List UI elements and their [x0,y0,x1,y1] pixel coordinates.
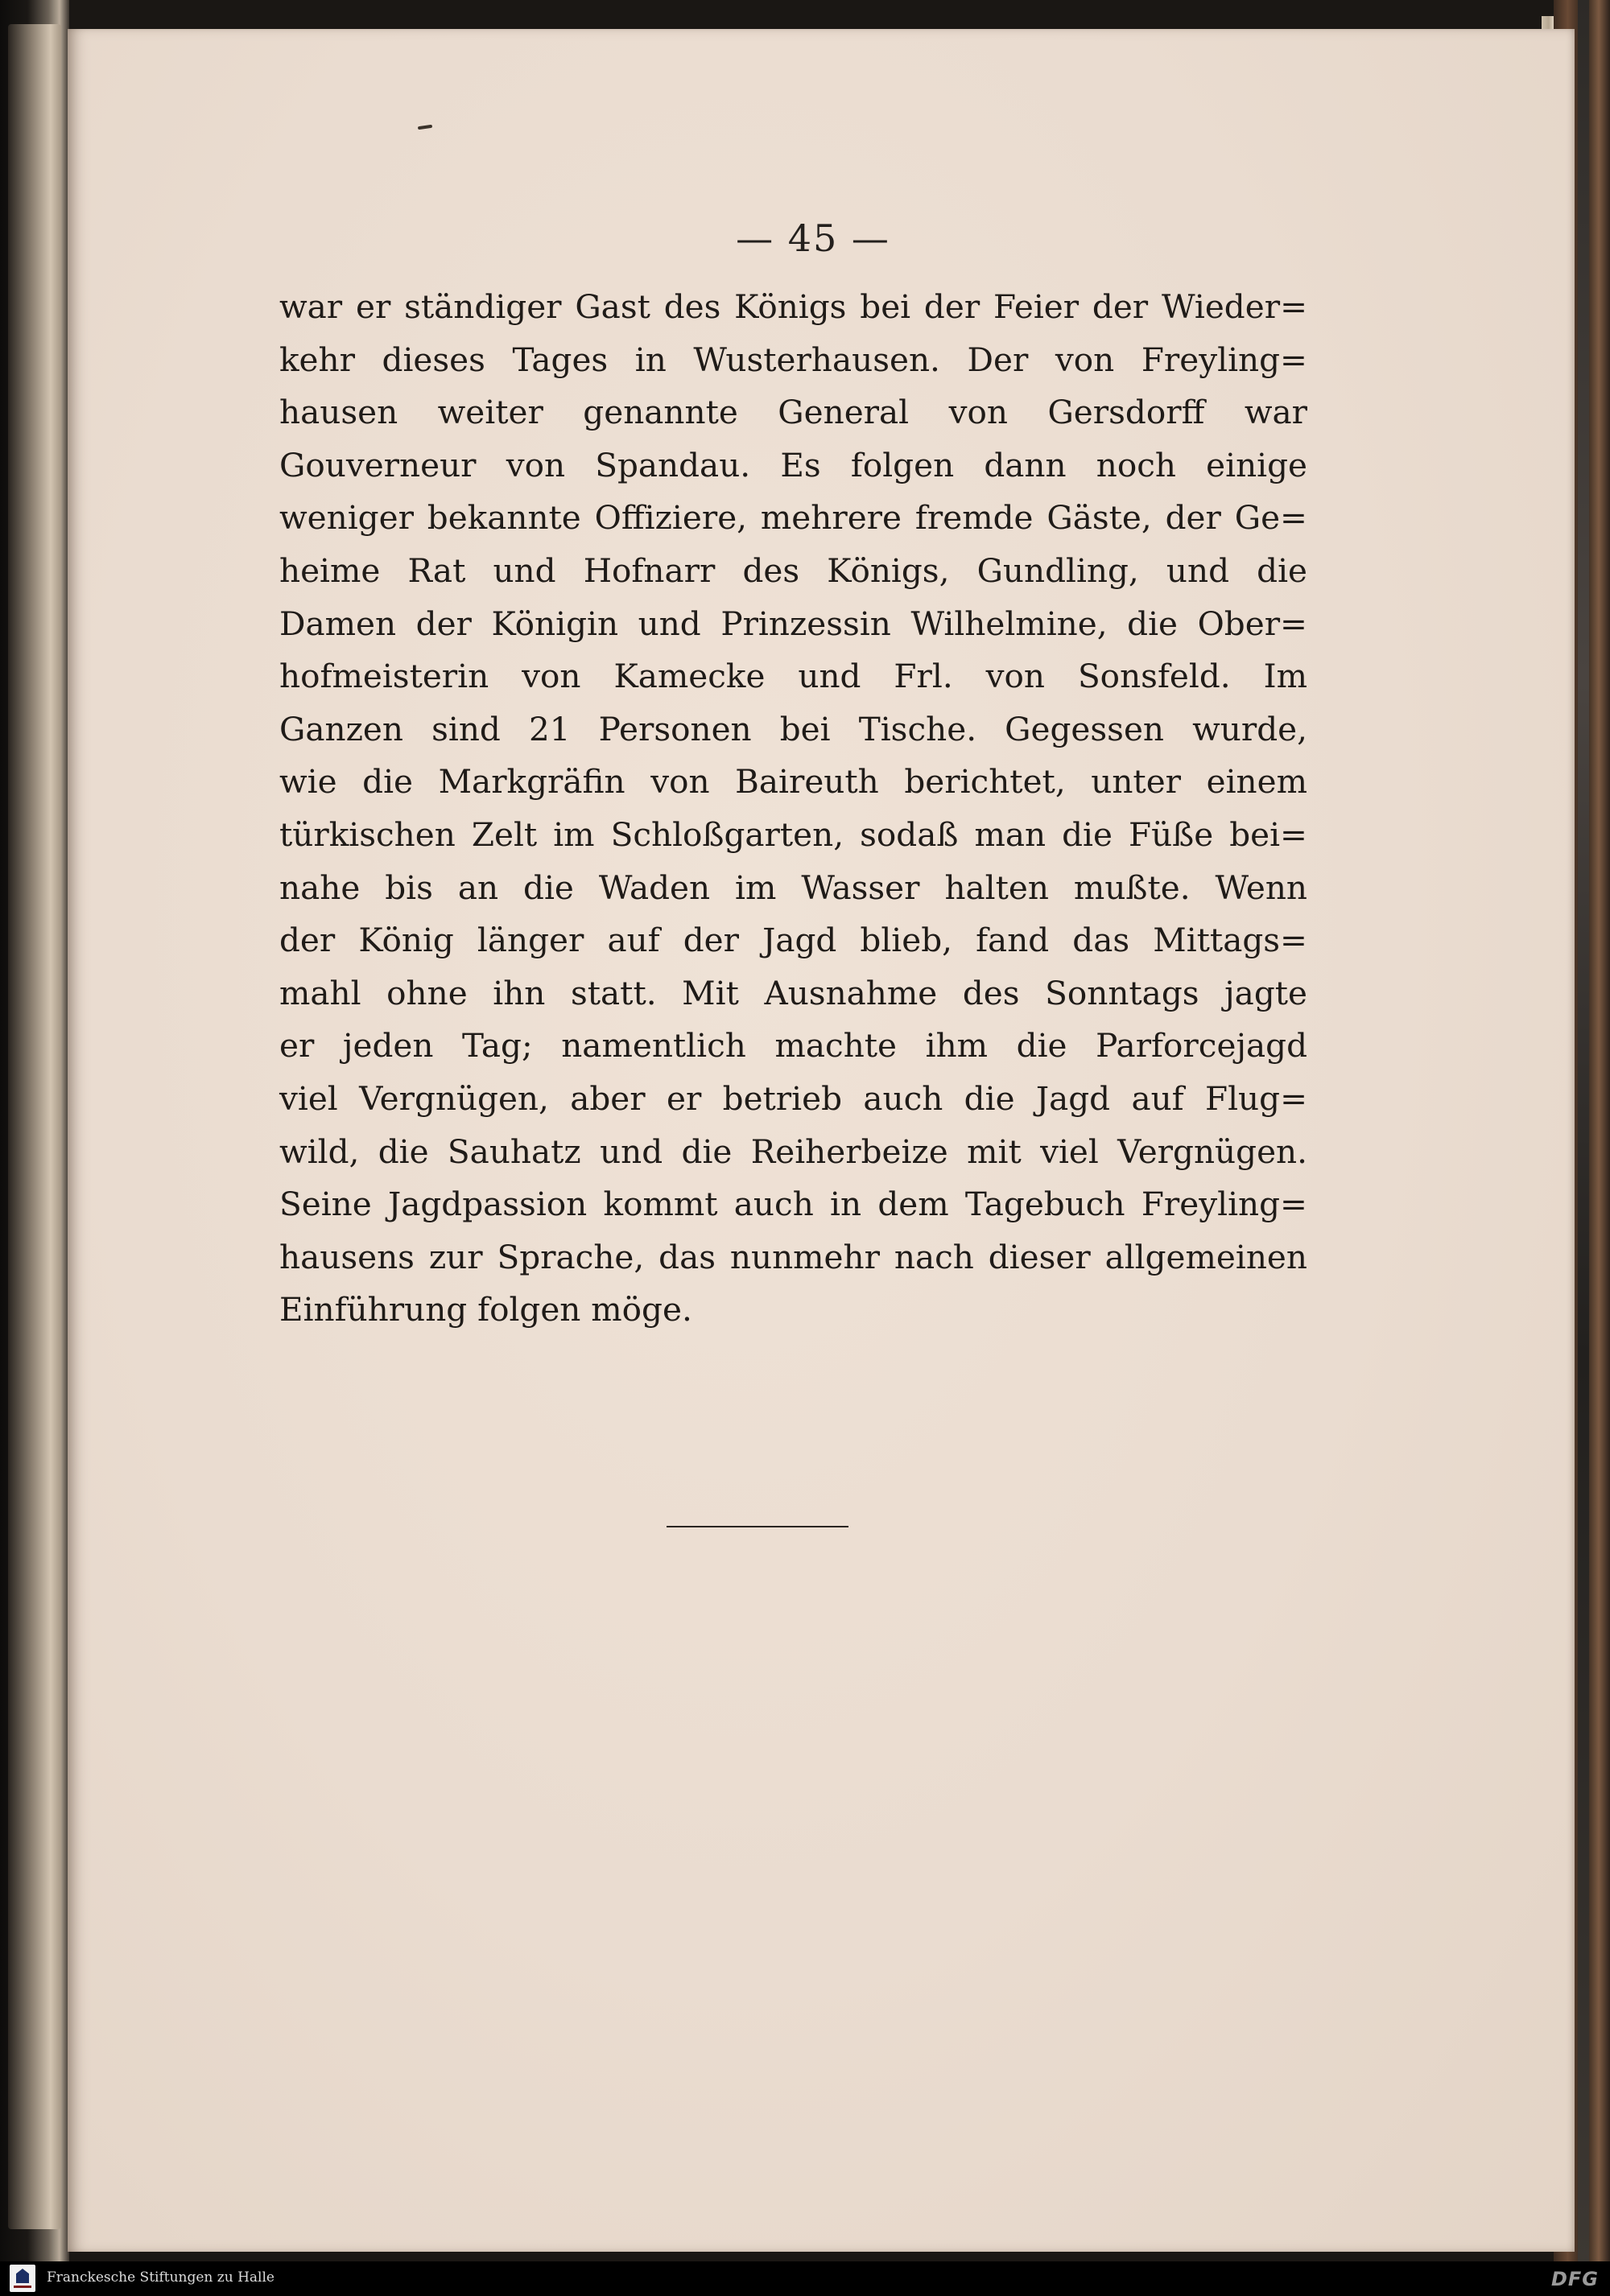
dfg-logo: DFG [1550,2268,1599,2290]
text-line: hausen weiter genannte General von Gersdorff war [279,393,1307,432]
book-page [68,29,1575,2252]
text-line: wild, die Sauhatz und die Reiherbeize mit viel Vergnügen. [279,1132,1307,1171]
paper-speck [418,125,432,130]
text-line: der König länger auf der Jagd blieb, fand das Mittags= [279,921,1307,960]
text-line-last: Einführung folgen möge. [279,1290,692,1329]
page-number: — 45 — [736,216,890,260]
text-line: war er ständiger Gast des Königs bei der Feier der Wieder= [279,287,1307,326]
text-line: Damen der Königin und Prinzessin Wilhelmine, die Ober= [279,604,1307,643]
text-line: Gouverneur von Spandau. Es folgen dann noch einige [279,445,1307,484]
text-line: mahl ohne ihn statt. Mit Ausnahme des Sonntags jagte [279,973,1307,1012]
section-end-rule [667,1526,848,1527]
text-line: er jeden Tag; namentlich machte ihm die Parforcejagd [279,1026,1307,1066]
text-line: viel Vergnügen, aber er betrieb auch die Jagd auf Flug= [279,1078,1307,1118]
text-line: wie die Markgräfin von Baireuth berichtet, unter einem [279,762,1307,802]
text-line: kehr dieses Tages in Wusterhausen. Der von Freyling= [279,340,1307,379]
text-line: heime Rat und Hofnarr des Königs, Gundling, und die [279,550,1307,590]
viewer-footer [0,2261,1610,2296]
institution-name: Franckesche Stiftungen zu Halle [47,2269,275,2286]
cover-spine-strip [1578,0,1589,2261]
institution-logo-icon [10,2265,35,2292]
text-line: hausens zur Sprache, das nunmehr nach dieser allgemeinen [279,1237,1307,1276]
text-line: Seine Jagdpassion kommt auch in dem Tagebuch Freyling= [279,1185,1307,1224]
text-line: weniger bekannte Offiziere, mehrere fremde Gäste, der Ge= [279,498,1307,538]
text-line: hofmeisterin von Kamecke und Frl. von Sonsfeld. Im [279,657,1307,696]
text-line: Ganzen sind 21 Personen bei Tische. Gegessen wurde, [279,709,1307,748]
previous-page-edge [8,24,61,2229]
text-line: türkischen Zelt im Schloßgarten, sodaß man die Füße bei= [279,814,1307,854]
book-binding-left [0,0,69,2261]
text-line: nahe bis an die Waden im Wasser halten mußte. Wenn [279,868,1307,907]
body-text [279,281,1307,1337]
